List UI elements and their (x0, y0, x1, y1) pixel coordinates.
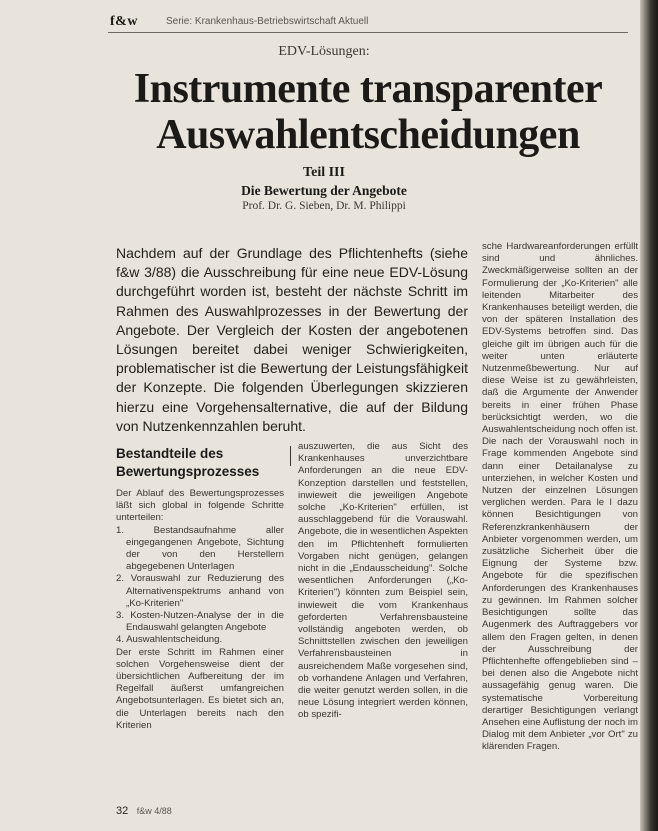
section-heading: Bestandteile des Bewertungsprozesses (116, 446, 260, 479)
column-3-paragraph: sche Hardwareanforderungen erfüllt sind und ähnliches. Zweckmäßigerweise sollten an der Formulierung der „Ko-Kriterien" alle leitenden Mitarbeiter des Krankenhauses beteiligt werden, die von der späteren Installation des EDV-Systems betroffen sind. Das gleiche gilt im übrigen auch für die weiter unten erläuterte Nutzenmeßbewertung. Nur auf diese Weise ist zu gewährleisten, daß die Argumente der Anwender bereits in einer frühen Phase berücksichtigt werden, wo die Auswahlentscheidung noch offen ist. Die nach der Vorauswahl noch in Frage kommenden Angebote sind dann einer Detailanalyse zu unterziehen, in welcher Kosten und Nutzen der einzelnen Lösungen verglichen werden. Para le l dazu können Besichtigungen von Referenzkrankenhäusern der Anbieter vorgenommen werden, um zusätzliche Sicherheit über die Eignung der Systeme bzw. Angebote für die spezifischen Anforderungen des Krankenhauses zu gewinnen. Im Rahmen solcher Besichtigungen sollte das Augenmerk des Auftraggebers vor allem den Fragen gelten, in denen der Ausschreibung der Pflichtenhefte offengeblieben sind – bei denen also die Angebote nicht aussagefähig genug waren. Die systematische Vorbereitung derartiger Besichtigungen verlangt Ansehen eine Auflistung der noch im Dialog mit dem Anbieter „vor Ort" zu klärenden Fragen. (482, 241, 638, 753)
title-line-1: Instrumente transparenter (133, 66, 603, 112)
lead-text: Nachdem auf der Grundlage des Pflichtenhefts (siehe f&w 3/88) die Ausschreibung für eine neue EDV-Lösung durchgeführt worden ist, besteht der nächste Schritt im Rahmen des Auswahlprozesses in der Bewertung der Angebote. Der Vergleich der Kosten der angebotenen Lösungen bereitet dabei weniger Schwierigkeiten, problematischer ist die Bewertung der Leistungsfähigkeit der Konzepte. Die folgenden Überlegungen skizzieren hierzu eine Vorgehensalternative, die auf der Bildung von Nutzenkennzahlen beruht. (116, 245, 468, 434)
article-title (108, 66, 628, 158)
article-authors: Prof. Dr. G. Sieben, Dr. M. Philippi (242, 200, 406, 212)
steps-list (116, 525, 284, 647)
list-item: 2. Vorauswahl zur Reduzierung des Alternativenspektrums anhand von „Ko-Kriterien" (116, 573, 284, 609)
page-footer (116, 805, 172, 817)
page-header (108, 12, 628, 33)
journal-logo: f&w (110, 14, 138, 29)
text-column-1 (116, 488, 284, 732)
page-number: 32 (116, 805, 129, 817)
article-subtitle: Die Bewertung der Angebote (241, 183, 407, 198)
part-label: Teil III (303, 165, 345, 180)
list-item: 1. Bestandsaufnahme aller eingegangenen Angebote, Sichtung der von den Herstellern abgegebenen Unterlagen (116, 524, 284, 573)
list-item: 4. Auswahlentscheidung. (116, 634, 223, 646)
column-1-paragraph: Der erste Schritt im Rahmen einer solchen Vorgehensweise dient der übersichtlichen Aufbereitung der im Regelfall äußerst umfangreichen Angebotsunterlagen. Es bietet sich an, die Unterlagen bereits nach den Kriterien (116, 646, 284, 731)
title-line-2: Auswahlentscheidungen (156, 112, 580, 158)
article-part (0, 164, 648, 200)
lead-paragraph (116, 244, 468, 436)
column-rule (290, 446, 291, 466)
list-item: 3. Kosten-Nutzen-Analyse der in die Endauswahl gelangten Angebote (116, 610, 284, 634)
series-title: Serie: Krankenhaus-Betriebswirtschaft Aktuell (166, 16, 369, 27)
section-intro: Der Ablauf des Bewertungsprozesses läßt sich global in folgende Schritte unterteilen: (116, 488, 284, 524)
text-column-2 (298, 441, 468, 722)
page-edge-shadow (640, 0, 658, 831)
footer-source: f&w 4/88 (136, 806, 172, 816)
text-column-3 (482, 241, 638, 754)
column-2-paragraph: auszuwerten, die aus Sicht des Krankenhauses unverzichtbare Anforderungen an die neue EDV-Konzeption darstellen und feststellen, inwieweit die jeweiligen Angebote solche „Ko-Kriterien" erfüllen, ist ausschlaggebend für die Vorauswahl. Angebote, die in wesentlichen Aspekten den im Pflichtenheft formulierten Vorgaben nicht genügen, gelangen nicht in die „Endausscheidung". Solche wesentlichen Anforderungen („Ko-Kriterien") könnten zum Beispiel sein, inwieweit die vom Krankenhaus geforderten Verfahrensbausteine vollständig angeboten werden, ob Schnittstellen zwischen den jeweiligen Verfahrensbausteinen in ausreichendem Maße vorgesehen sind, ob vorhandene Anlagen und Verfahren, die weiter genutzt werden sollen, in die neue Lösung integriert werden können, ob spezifi- (298, 441, 468, 721)
article-kicker: EDV-Lösungen: (278, 44, 370, 59)
